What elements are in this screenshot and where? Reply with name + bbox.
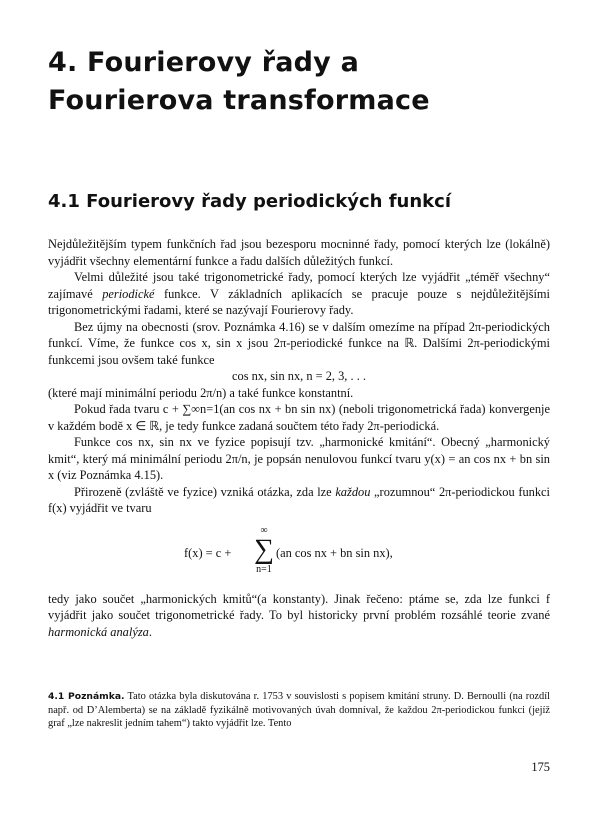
summation-symbol (252, 525, 276, 575)
emphasis-kazdou: každou (335, 484, 371, 499)
page-number: 175 (531, 760, 550, 774)
chapter-title (48, 44, 548, 120)
paragraph-1: Nejdůležitějším typem funkčních řad jsou bezesporu mocninné řady, pomocí kterých lze (lokálně) vyjádřit všechny elementární funkce a řadu dalších důležitých funkcí. (48, 237, 550, 268)
emphasis-harmonicka-analyza: harmonická analýza (48, 624, 149, 639)
paragraph-7: tedy jako součet „harmonických kmitů“(a konstanty). Jinak řečeno: ptáme se, zda lze funkci f vyjádřit jako součet trigonometrické řady. To byl historicky první problém rozsáhlé teorie zvané harmonická analýza. (48, 591, 550, 639)
summation-upper-limit: ∞ (260, 524, 268, 536)
paragraph-3: Bez újmy na obecnosti (srov. Poznámka 4.16) se v dalším omezíme na případ 2π-periodických funkcí. Víme, že funkce cos x, sin x jsou 2π-periodické funkce na ℝ. Dalšími 2π-periodickými funkcemi jsou ovšem také funkce (48, 319, 550, 367)
paragraph-5: Funkce cos nx, sin nx ve fyzice popisují tzv. „harmonické kmitání“. Obecný „harmonický kmit“, který má minimální periodu 2π/n, je popsán nenulovou funkcí tvaru y(x) = an cos nx + bn sin x (viz Poznámka 4.15). (48, 435, 550, 482)
sigma-icon: ∑ (254, 533, 274, 565)
paragraph-4: Pokud řada tvaru c + ∑∞n=1(an cos nx + bn sin nx) (neboli trigonometrická řada) konvergenje v každém bodě x ∈ ℝ, je tedy funkce zadaná součtem této řady 2π-periodická. (48, 402, 550, 433)
section-title: 4.1 Fourierovy řady periodických funkcí (48, 191, 451, 212)
paragraph-2: Velmi důležité jsou také trigonometrické řady, pomocí kterých lze vyjádřit „téměř všechny“ zajímavé periodické funkce. V základních aplikacích se pracuje pouze s nejdůležitějšími trigonometrickými řadami, které se nazývají Fourierovy řady. (48, 270, 550, 317)
paragraph-6: Přirozeně (zvláště ve fyzice) vzniká otázka, zda lze každou „rozumnou“ 2π-periodickou funkci f(x) vyjádřit ve tvaru (48, 484, 550, 515)
remark-4-1 (48, 690, 550, 731)
remark-text: Tato otázka byla diskutována r. 1753 v souvislosti s popisem kmitání struny. D. Bernoulli (na rozdíl např. od D’Alemberta) se na základě fyzikálně motivovaných úvah domníval, že každou 2π-periodickou funkci (jejíž graf „lze nakreslit jedním tahem“) takto vyjádřit lze. Tento (48, 691, 551, 730)
chapter-title-line-1: 4. Fourierovy řady a (48, 47, 359, 78)
equation-lhs: f(x) = c + (184, 545, 232, 560)
chapter-title-line-2: Fourierova transformace (48, 85, 430, 116)
paragraph-3-continued: (které mají minimální periodu 2π/n) a také funkce konstantní. (48, 385, 354, 400)
body-text (48, 236, 550, 640)
summation-lower-limit: n=1 (256, 563, 272, 575)
display-equation-2 (48, 523, 550, 587)
remark-label: 4.1 Poznámka. (48, 691, 125, 702)
emphasis-periodicke: periodické (102, 286, 155, 301)
display-equation-1: cos nx, sin nx, n = 2, 3, . . . (232, 369, 366, 383)
equation-rhs: (an cos nx + bn sin nx), (276, 545, 393, 560)
